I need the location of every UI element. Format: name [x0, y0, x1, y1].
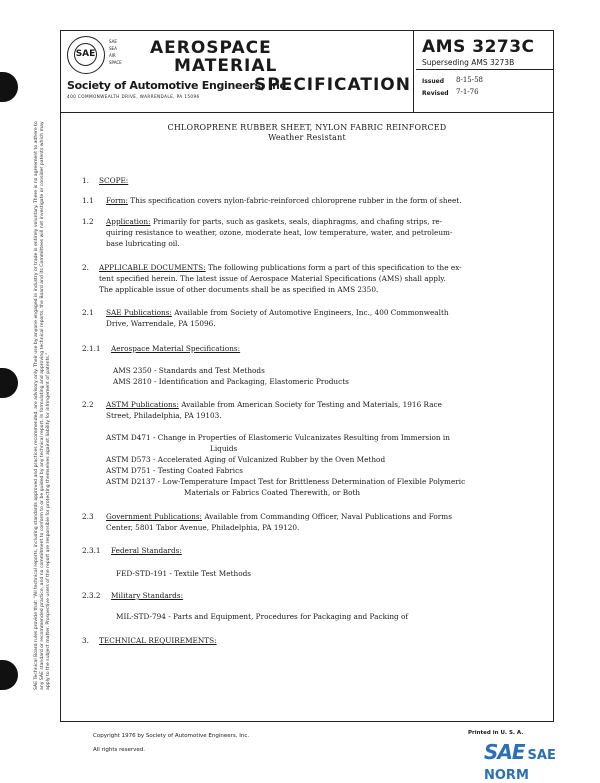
reference-item: AMS 2350 - Standards and Test Methods [113, 366, 265, 375]
paragraph-text: Available from American Society for Testing and Materials, 1916 Race [181, 400, 442, 409]
sae-norm-watermark-logo [484, 740, 600, 783]
section-number: 3. [82, 636, 89, 645]
spec-header [60, 30, 554, 113]
ams-number: AMS 3273C [422, 37, 535, 57]
paragraph-line: Drive, Warrendale, PA 15096. [106, 319, 216, 328]
reference-item: ASTM D751 - Testing Coated Fabrics [106, 466, 243, 475]
paragraph-line [106, 217, 442, 227]
seal-line: AIR [109, 53, 116, 58]
sae-seal-logo [67, 36, 105, 74]
paragraph-text: The following publications form a part of this specification to the ex- [207, 263, 462, 272]
copyright-notice: Copyright 1976 by Society of Automotive Engineers, Inc. [93, 733, 250, 739]
seal-line: SEA [109, 46, 117, 51]
section-number: 2.2 [82, 400, 94, 409]
punch-hole-bottom [0, 660, 18, 690]
paragraph-heading: Government Publications: [106, 512, 202, 521]
revised-date: 7-1-76 [456, 88, 479, 96]
paragraph-line [106, 308, 449, 318]
rights-notice: All rights reserved. [93, 747, 146, 753]
punch-hole-middle [0, 368, 18, 398]
sae-seal-letters: SAE [74, 43, 97, 66]
section-heading: SCOPE: [99, 176, 129, 185]
reference-item: AMS 2810 - Identification and Packaging, Elastomeric Products [113, 377, 349, 386]
section-number: 1.1 [82, 196, 94, 205]
paragraph-line [106, 512, 452, 522]
issued-date: 8-15-58 [456, 76, 483, 84]
seal-lines [109, 38, 122, 66]
printed-notice: Printed in U. S. A. [468, 730, 524, 736]
section-heading: APPLICABLE DOCUMENTS: [99, 263, 206, 272]
document-subtitle: Weather Resistant [268, 133, 346, 142]
sae-side-notice: SAE Technical Board rules provide that: "All technical reports, including standards approved and practices recommended, are advisory only. Their use by anyone engaged in industry or trade is entirely voluntary. There is no agreement to adhere to any SAE standard or recommended practice, and no commitment to conform to or be guided by any technical report. In formulating and approving technical reports, the Board and its Committees will not investigate or consider patents which may apply to the subject matter. Prospective users of the report are responsible for protecting themselves against liability for infringement of patents." [34, 121, 51, 690]
paragraph-text: This specification covers nylon-fabric-reinforced chloroprene rubber in the form of sheet. [130, 196, 462, 205]
paragraph-heading: Form: [106, 196, 128, 205]
title-aerospace: AEROSPACE [150, 38, 272, 58]
society-address: 400 COMMONWEALTH DRIVE, WARRENDALE, PA 15096 [67, 94, 200, 99]
reference-item: ASTM D573 - Accelerated Aging of Vulcanized Rubber by the Oven Method [106, 455, 386, 464]
section-number: 2.3 [82, 512, 94, 521]
reference-item: Liquids [210, 444, 238, 453]
paragraph-line: tent specified herein. The latest issue of Aerospace Material Specifications (AMS) shall apply. [99, 274, 446, 283]
section-number: 2. [82, 263, 89, 272]
punch-hole-top [0, 72, 18, 102]
section-number: 2.1 [82, 308, 94, 317]
document-title: CHLOROPRENE RUBBER SHEET, NYLON FABRIC REINFORCED [167, 123, 447, 132]
title-material: MATERIAL [174, 56, 278, 76]
header-left [60, 30, 414, 113]
section-heading: TECHNICAL REQUIREMENTS: [99, 636, 217, 645]
paragraph-line [106, 196, 462, 206]
section-number: 2.3.2 [82, 591, 101, 600]
paragraph-heading: SAE Publications: [106, 308, 172, 317]
paragraph-line [99, 263, 462, 273]
paragraph-line: quiring resistance to weather, ozone, moderate heat, low temperature, water, and petroleum- [106, 228, 453, 237]
reference-item: Materials or Fabrics Coated Therewith, or Both [184, 488, 361, 497]
reference-item: FED-STD-191 - Textile Test Methods [116, 569, 252, 578]
seal-line: SPACE [109, 60, 122, 65]
section-number: 1. [82, 176, 89, 185]
section-number: 2.3.1 [82, 546, 101, 555]
section-number: 2.1.1 [82, 344, 101, 353]
reference-item: ASTM D471 - Change in Properties of Elastomeric Vulcanizates Resulting from Immersion in [106, 433, 450, 442]
paragraph-text: Available from Society of Automotive Engineers, Inc., 400 Commonwealth [174, 308, 449, 317]
paragraph-line: Street, Philadelphia, PA 19103. [106, 411, 222, 420]
logo-norm: SAE NORM [484, 748, 556, 783]
paragraph-heading: ASTM Publications: [106, 400, 179, 409]
paragraph-heading: Federal Standards: [111, 546, 182, 555]
paragraph-heading: Military Standards: [111, 591, 184, 600]
logo-sae: SAE [484, 740, 525, 764]
paragraph-heading: Application: [106, 217, 151, 226]
header-divider [416, 69, 554, 70]
reference-item: MIL-STD-794 - Parts and Equipment, Procedures for Packaging and Packing of [116, 612, 409, 621]
paragraph-line: The applicable issue of other documents shall be as specified in AMS 2350. [99, 285, 379, 294]
header-right [416, 30, 554, 113]
revised-label: Revised [422, 90, 449, 97]
paragraph-line: Center, 5801 Tabor Avenue, Philadelphia, PA 19120. [106, 523, 300, 532]
paragraph-text: Primarily for parts, such as gaskets, seals, diaphragms, and chafing strips, re- [152, 217, 443, 226]
paragraph-text: Available from Commanding Officer, Naval Publications and Forms [204, 512, 452, 521]
paragraph-heading: Aerospace Material Specifications: [111, 344, 241, 353]
paragraph-line: base lubricating oil. [106, 239, 180, 248]
seal-line: SAE [109, 39, 117, 44]
reference-item: ASTM D2137 - Low-Temperature Impact Test for Brittleness Determination of Flexible Polymeric [106, 477, 466, 486]
title-specification: SPECIFICATION [254, 75, 411, 95]
issued-label: Issued [422, 78, 445, 85]
supersedes-note: Superseding AMS 3273B [422, 58, 515, 67]
society-name: Society of Automotive Engineers, Inc. [67, 79, 290, 92]
section-number: 1.2 [82, 217, 94, 226]
paragraph-line [106, 400, 442, 410]
